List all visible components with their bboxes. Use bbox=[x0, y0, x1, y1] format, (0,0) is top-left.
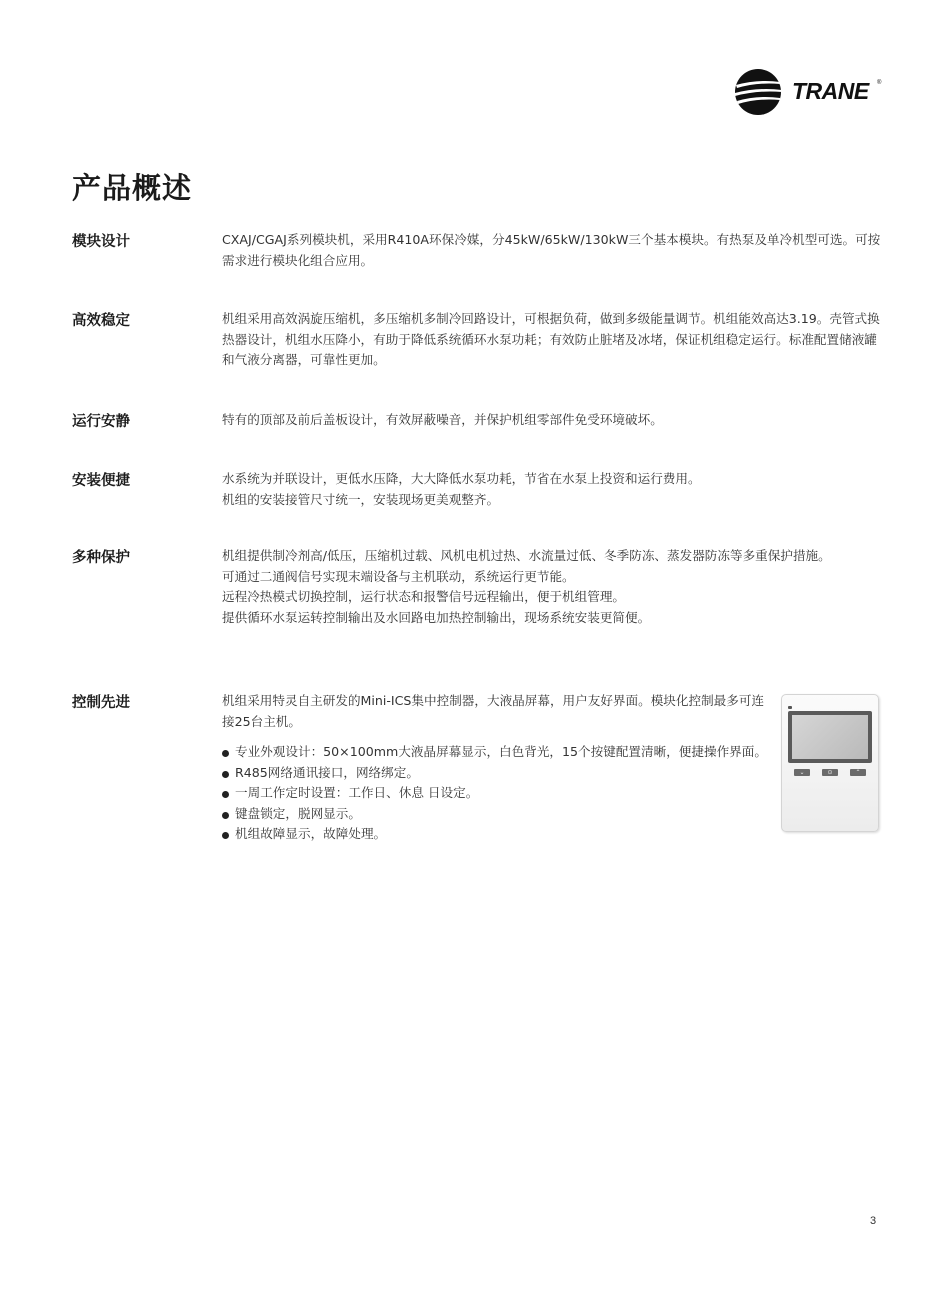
indicator-light bbox=[788, 706, 792, 709]
section-paragraph: CXAJ/CGAJ系列模块机，采用R410A环保冷媒，分45kW/65kW/130kW三个基本模块。有热泵及单冷机型可选。可按需求进行模块化组合应用。 bbox=[222, 232, 881, 268]
bullet-item: 机组故障显示，故障处理。 bbox=[222, 824, 767, 845]
page-title: 产品概述 bbox=[72, 171, 193, 205]
section-paragraph: 机组的安装接管尺寸统一，安装现场更美观整齐。 bbox=[222, 491, 500, 507]
section-paragraph: 提供循环水泵运转控制输出及水回路电加热控制输出，现场系统安装更简便。 bbox=[222, 609, 651, 625]
bullet-item: 专业外观设计：50×100mm大液晶屏幕显示，白色背光，15个按键配置清晰，便捷操作界面。 bbox=[222, 742, 767, 763]
section-heading: 多种保护 bbox=[72, 550, 130, 566]
feature-bullet-list bbox=[222, 742, 767, 845]
mini-ics-controller-image bbox=[781, 694, 879, 832]
ok-key-icon: ⊙ bbox=[822, 769, 838, 776]
bullet-item: 键盘锁定，脱网显示。 bbox=[222, 804, 767, 825]
section-paragraph: 机组提供制冷剂高/低压，压缩机过载、风机电机过热、水流量过低、冬季防冻、蒸发器防冻等多重保护措施。 bbox=[222, 548, 831, 563]
bullet-item: 一周工作定时设置：工作日、休息 日设定。 bbox=[222, 783, 767, 804]
down-key-icon: ⌄ bbox=[794, 769, 810, 776]
section-paragraph: 可通过二通阀信号实现末端设备与主机联动，系统运行更节能。 bbox=[222, 568, 575, 584]
section-body bbox=[222, 691, 767, 845]
section-body bbox=[222, 546, 882, 628]
section-paragraph: 特有的顶部及前后盖板设计，有效屏蔽噪音，并保护机组零部件免受环境破坏。 bbox=[222, 412, 663, 427]
section-heading: 运行安静 bbox=[72, 414, 130, 430]
brand-name: TRANE bbox=[792, 78, 869, 104]
section-body bbox=[222, 469, 882, 510]
section-body bbox=[222, 410, 882, 431]
section-heading: 模块设计 bbox=[72, 234, 130, 250]
trane-logo bbox=[734, 68, 884, 116]
section-body bbox=[222, 309, 882, 371]
lcd-screen bbox=[792, 715, 868, 759]
section-paragraph: 机组采用高效涡旋压缩机，多压缩机多制冷回路设计，可根据负荷，做到多级能量调节。机组能效高达3.19。壳管式换热器设计，机组水压降小，有助于降低系统循环水泵功耗；有效防止脏堵及冰堵，保证机组稳定运行。标准配置储液罐和气液分离器，可靠性更加。 bbox=[222, 311, 880, 367]
section-heading: 安装便捷 bbox=[72, 473, 130, 489]
section-heading: 高效稳定 bbox=[72, 313, 130, 329]
up-key-icon: ⌃ bbox=[850, 769, 866, 776]
trane-swoosh-logo-icon bbox=[734, 68, 784, 116]
section-paragraph: 机组采用特灵自主研发的Mini-ICS集中控制器，大液晶屏幕，用户友好界面。模块化控制最多可连接25台主机。 bbox=[222, 693, 765, 729]
section-paragraph: 水系统为并联设计，更低水压降，大大降低水泵功耗，节省在水泵上投资和运行费用。 bbox=[222, 471, 701, 486]
lcd-bezel bbox=[788, 711, 872, 763]
section-paragraph: 远程冷热模式切换控制，运行状态和报警信号远程输出，便于机组管理。 bbox=[222, 589, 625, 604]
registered-mark: ® bbox=[877, 80, 882, 86]
section-body bbox=[222, 230, 882, 271]
section-heading: 控制先进 bbox=[72, 695, 130, 711]
page-number: 3 bbox=[870, 1215, 877, 1227]
bullet-item: R485网络通讯接口，网络绑定。 bbox=[222, 763, 767, 784]
